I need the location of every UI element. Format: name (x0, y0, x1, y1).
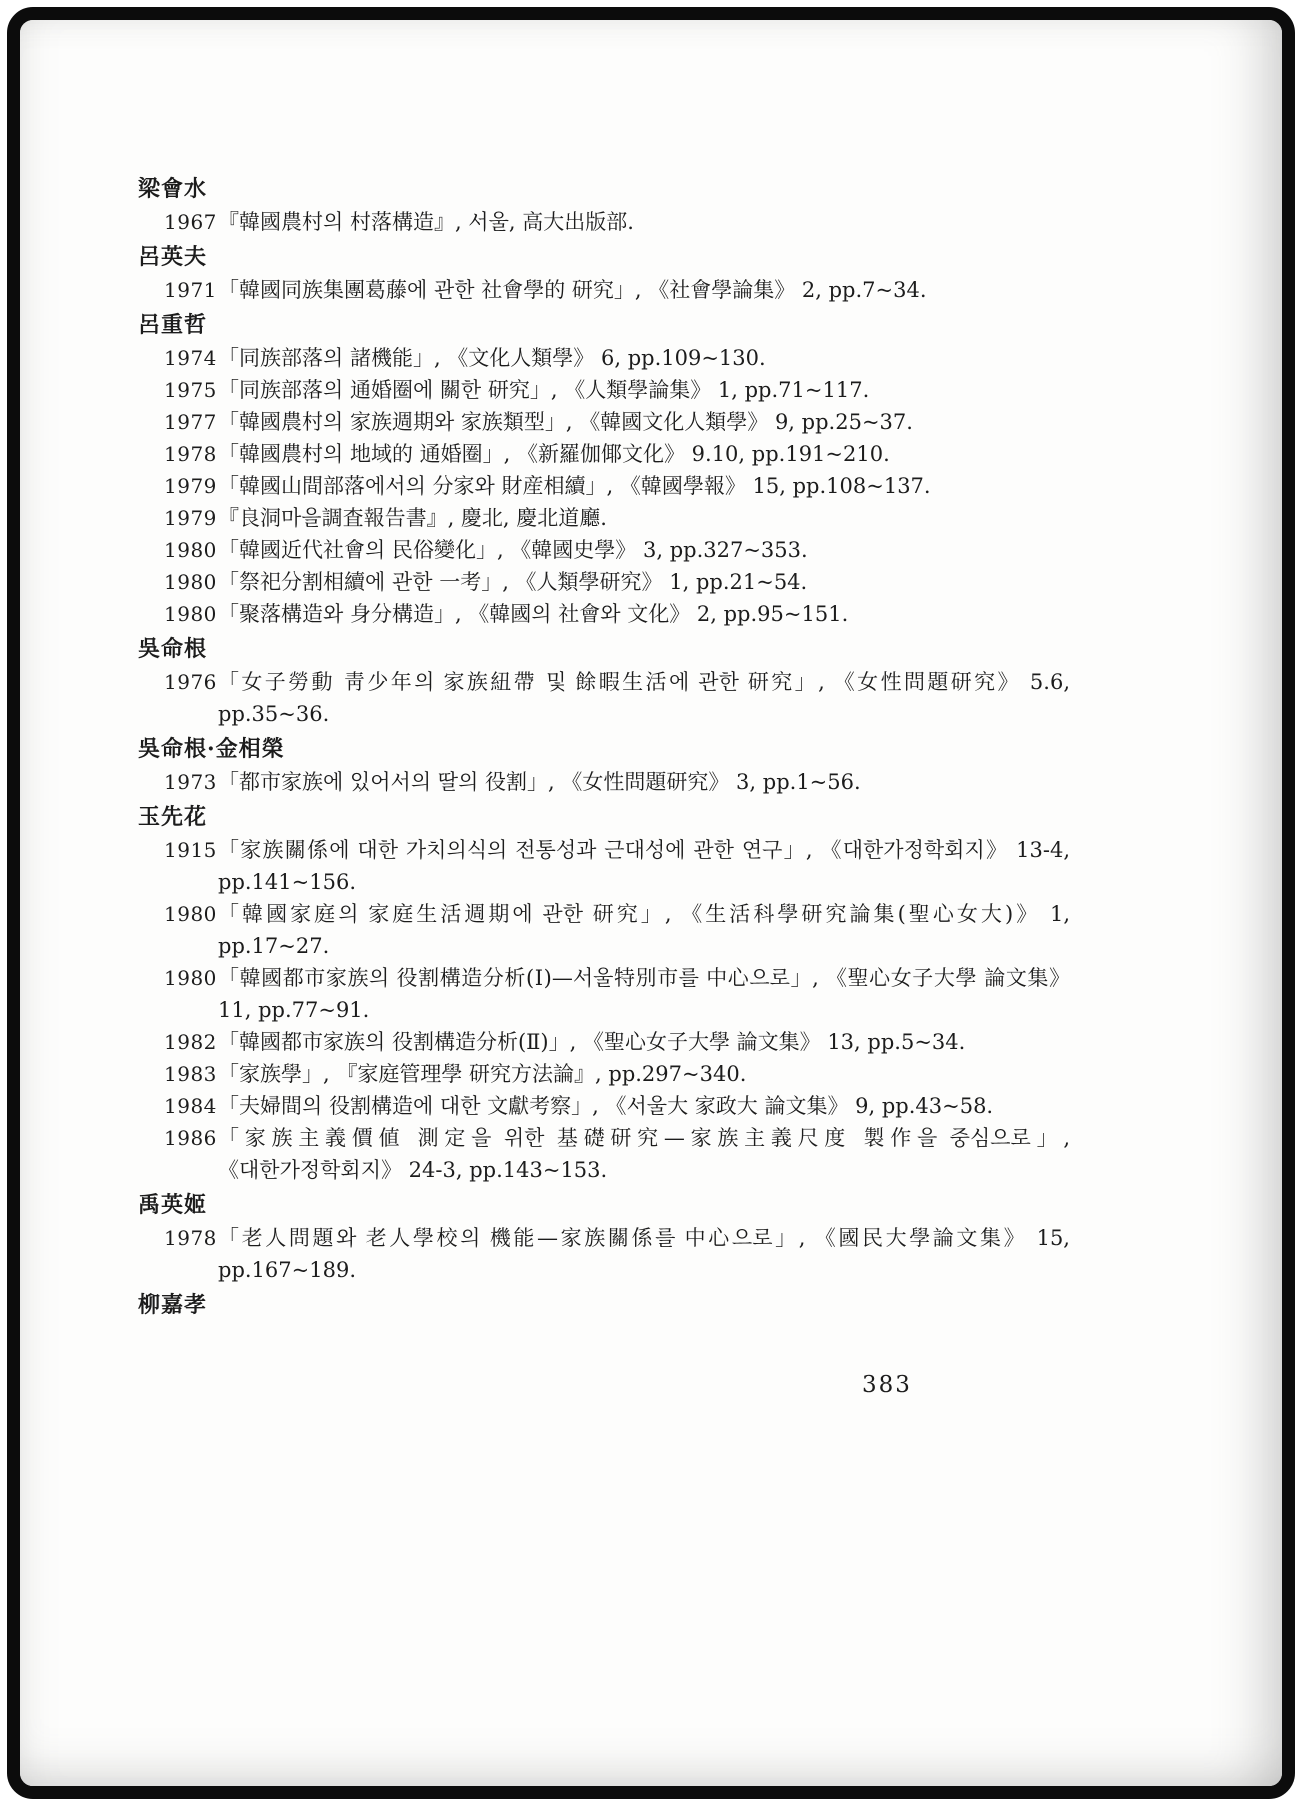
entry-year: 1979 (164, 474, 217, 498)
author-group (138, 1289, 1070, 1322)
entry-year: 1978 (164, 1226, 217, 1250)
entry-citation: 「韓國家庭의 家庭生活週期에 관한 研究」, 《生活科學研究論集(聖心女大)》 1, pp.17~27. (218, 902, 1070, 958)
bibliography-entry (138, 470, 1070, 502)
entry-year: 1975 (164, 378, 217, 402)
book-page (20, 20, 1282, 1786)
entry-citation: 「韓國農村의 地域的 通婚圈」, 《新羅伽倻文化》 9.10, pp.191~210. (218, 442, 890, 466)
entry-citation: 「同族部落의 通婚圈에 關한 研究」, 《人類學論集》 1, pp.71~117. (218, 378, 870, 402)
bibliography-entry (138, 1122, 1070, 1186)
entry-year: 1982 (164, 1030, 217, 1054)
bibliography-entry (138, 438, 1070, 470)
bibliography-entry (138, 962, 1070, 1026)
entry-citation: 「老人問題와 老人學校의 機能—家族關係를 中心으로」, 《國民大學論文集》 15, pp.167~189. (218, 1226, 1070, 1282)
author-group (138, 801, 1070, 1186)
author-name: 禹英姬 (138, 1192, 208, 1218)
entry-year: 1967 (164, 210, 217, 234)
entry-citation: 「韓國同族集團葛藤에 관한 社會學的 研究」, 《社會學論集》 2, pp.7~34. (218, 278, 927, 302)
bibliography-entry (138, 206, 1070, 238)
bibliography-entry (138, 406, 1070, 438)
entry-citation: 「家族學」, 『家庭管理學 研究方法論』, pp.297~340. (218, 1062, 747, 1086)
entry-year: 1980 (164, 570, 217, 594)
author-name: 呂英夫 (138, 244, 208, 270)
bibliography-entry (138, 566, 1070, 598)
bibliography-entry (138, 1026, 1070, 1058)
author-group (138, 633, 1070, 730)
book-scan-frame (7, 7, 1295, 1799)
entry-citation: 「韓國都市家族의 役割構造分析(Ⅰ)—서울特別市를 中心으로」, 《聖心女子大學 論文集》 11, pp.77~91. (218, 966, 1070, 1022)
entry-citation: 「韓國山間部落에서의 分家와 財産相續」, 《韓國學報》 15, pp.108~137. (218, 474, 931, 498)
bibliography-entry (138, 834, 1070, 898)
bibliography-entry (138, 898, 1070, 962)
entry-citation: 「家族主義價値 測定을 위한 基礎研究—家族主義尺度 製作을 중심으로」, 《대한가정학회지》 24-3, pp.143~153. (218, 1126, 1070, 1182)
entry-year: 1979 (164, 506, 217, 530)
bibliography-entry (138, 374, 1070, 406)
entry-citation: 「韓國農村의 家族週期와 家族類型」, 《韓國文化人類學》 9, pp.25~37. (218, 410, 913, 434)
bibliography-list (138, 170, 1070, 1322)
entry-citation: 「韓國近代社會의 民俗變化」, 《韓國史學》 3, pp.327~353. (218, 538, 808, 562)
entry-year: 1986 (164, 1126, 217, 1150)
entry-year: 1971 (164, 278, 217, 302)
author-name: 呂重哲 (138, 312, 208, 338)
author-group (138, 309, 1070, 630)
entry-citation: 「夫婦間의 役割構造에 대한 文獻考察」, 《서울大 家政大 論文集》 9, pp.43~58. (218, 1094, 994, 1118)
entry-year: 1984 (164, 1094, 217, 1118)
author-name: 柳嘉孝 (138, 1292, 208, 1318)
entry-year: 1983 (164, 1062, 217, 1086)
entry-citation: 「同族部落의 諸機能」, 《文化人類學》 6, pp.109~130. (218, 346, 766, 370)
bibliography-entry (138, 1090, 1070, 1122)
bibliography-entry (138, 342, 1070, 374)
entry-year: 1980 (164, 602, 217, 626)
entry-year: 1974 (164, 346, 217, 370)
entry-citation: 「韓國都市家族의 役割構造分析(Ⅱ)」, 《聖心女子大學 論文集》 13, pp.5~34. (218, 1030, 966, 1054)
entry-citation: 「家族關係에 대한 가치의식의 전통성과 근대성에 관한 연구」, 《대한가정학회지》 13-4, pp.141~156. (218, 838, 1070, 894)
bibliography-entry (138, 598, 1070, 630)
entry-year: 1915 (164, 838, 217, 862)
author-group (138, 733, 1070, 798)
entry-year: 1980 (164, 966, 217, 990)
author-name: 玉先花 (138, 804, 208, 830)
entry-citation: 『良洞마을調査報告書』, 慶北, 慶北道廳. (218, 506, 607, 530)
author-name: 吳命根·金相榮 (138, 736, 285, 762)
entry-citation: 「聚落構造와 身分構造」, 《韓國의 社會와 文化》 2, pp.95~151. (218, 602, 849, 626)
entry-year: 1976 (164, 670, 217, 694)
author-group (138, 241, 1070, 306)
page-number: 383 (862, 1372, 912, 1398)
author-name: 梁會水 (138, 176, 208, 202)
bibliography-entry (138, 766, 1070, 798)
bibliography-entry (138, 534, 1070, 566)
bibliography-entry (138, 1222, 1070, 1286)
entry-year: 1978 (164, 442, 217, 466)
entry-year: 1973 (164, 770, 217, 794)
bibliography-entry (138, 1058, 1070, 1090)
entry-year: 1977 (164, 410, 217, 434)
entry-citation: 「女子勞動 靑少年의 家族紐帶 및 餘暇生活에 관한 研究」, 《女性問題研究》 5.6, pp.35~36. (218, 670, 1070, 726)
author-group (138, 1189, 1070, 1286)
bibliography-entry (138, 666, 1070, 730)
entry-year: 1980 (164, 902, 217, 926)
entry-year: 1980 (164, 538, 217, 562)
bibliography-entry (138, 274, 1070, 306)
entry-citation: 「都市家族에 있어서의 딸의 役割」, 《女性問題研究》 3, pp.1~56. (218, 770, 861, 794)
entry-citation: 「祭祀分割相續에 관한 一考」, 《人類學研究》 1, pp.21~54. (218, 570, 808, 594)
author-group (138, 173, 1070, 238)
bibliography-entry (138, 502, 1070, 534)
entry-citation: 『韓國農村의 村落構造』, 서울, 高大出版部. (218, 210, 634, 234)
author-name: 吳命根 (138, 636, 208, 662)
